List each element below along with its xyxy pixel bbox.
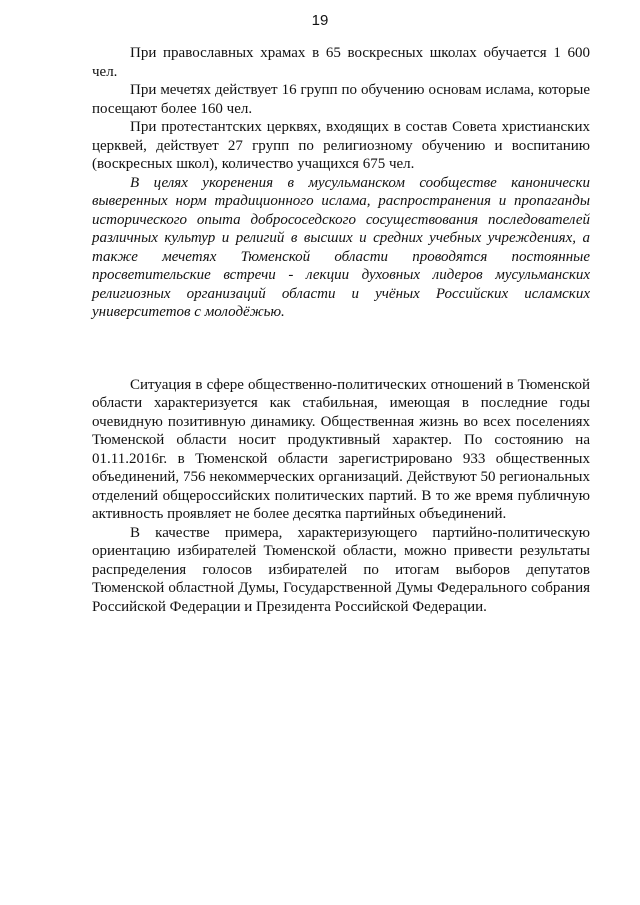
page-number: 19 (311, 12, 329, 29)
paragraph-election-example: В качестве примера, характеризующего партийно-политическую ориентацию избирателей Тюменской области, можно привести результаты распределения голосов избирателей по итогам выборов депутатов Тюменской областной Думы, Государственной Думы Федерального собрания Российской Федерации и Президента Российской Федерации. (92, 524, 590, 615)
paragraph-protestant-churches: При протестантских церквях, входящих в состав Совета христианских церквей, действует 27 групп по религиозному обучению и воспитанию (воскресных школ), количество учащихся 675 чел. (92, 119, 590, 172)
paragraph-islam-outreach: В целях укоренения в мусульманском сообществе канонически выверенных норм традиционного ислама, распространения и пропаганды исторического опыта добрососедского сосуществования последователей различных культур и религий в высших и средних учебных учреждениях, а также мечетях Тюменской области проводятся постоянные просветительские встречи - лекции духовных лидеров мусульманских религиозных организаций области и учёных Российских исламских университетов с молодёжью. (92, 174, 590, 320)
paragraph-political-situation: Ситуация в сфере общественно-политических отношений в Тюменской области характеризуется как стабильная, имеющая в последние годы очевидную позитивную динамику. Общественная жизнь во всех поселениях Тюменской области носит продуктивный характер. По состоянию на 01.11.2016г. в Тюменской области зарегистрировано 933 общественных объединений, 756 некоммерческих организаций. Действуют 50 региональных отделений общероссийских политических партий. В то же время публичную активность проявляет не более десятка партийных объединений. (92, 376, 590, 522)
document-body (92, 44, 590, 616)
section-gap (92, 322, 590, 376)
paragraph-mosque-groups: При мечетях действует 16 групп по обучению основам ислама, которые посещают более 160 чел. (92, 82, 590, 117)
paragraph-sunday-schools: При православных храмах в 65 воскресных школах обучается 1 600 чел. (92, 45, 590, 80)
